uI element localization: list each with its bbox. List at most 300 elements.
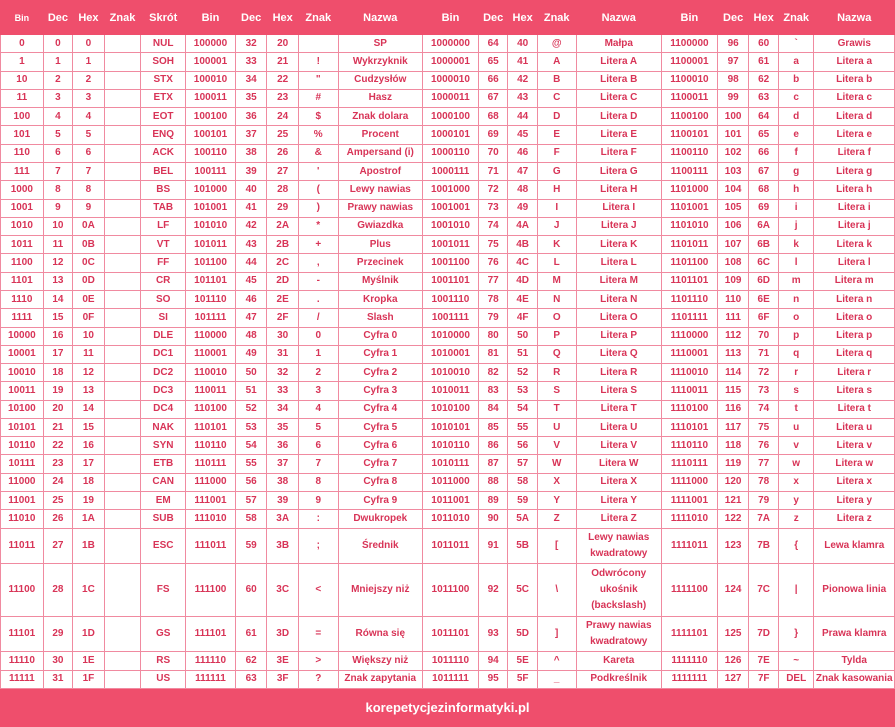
table-cell: 11110 [1, 652, 44, 670]
table-cell: 47 [508, 162, 537, 180]
table-cell: 118 [717, 437, 749, 455]
table-cell: ! [298, 53, 338, 71]
table-cell: 65 [478, 53, 507, 71]
table-cell: 17 [73, 455, 105, 473]
table-cell: Lewa klamra [814, 528, 895, 563]
table-cell: 4D [508, 272, 537, 290]
table-cell: 111110 [186, 652, 236, 670]
table-cell: 69 [749, 199, 778, 217]
table-cell: Litera v [814, 437, 895, 455]
table-cell: 6 [298, 437, 338, 455]
table-cell: VT [141, 236, 186, 254]
table-cell: 125 [717, 616, 749, 651]
table-cell: 1010011 [422, 382, 478, 400]
table-cell: 87 [478, 455, 507, 473]
table-cell: 66 [749, 144, 778, 162]
table-cell: 6D [749, 272, 778, 290]
table-cell: : [298, 510, 338, 528]
col-header-dec: Dec [43, 1, 72, 35]
table-cell [104, 345, 141, 363]
table-cell: 101110 [186, 290, 236, 308]
table-cell: 40 [508, 35, 537, 53]
table-cell: 1111 [1, 309, 44, 327]
table-cell: 73 [478, 199, 507, 217]
table-cell: 1100011 [661, 89, 717, 107]
table-cell: 111 [1, 162, 44, 180]
table-cell: 11 [1, 89, 44, 107]
table-cell: 30 [267, 327, 299, 345]
table-cell: 67 [749, 162, 778, 180]
table-cell: 105 [717, 199, 749, 217]
table-cell: 2C [267, 254, 299, 272]
table-cell: 3A [267, 510, 299, 528]
table-cell: 1 [1, 53, 44, 71]
table-cell: 1001 [1, 199, 44, 217]
table-cell: 1F [73, 670, 105, 688]
table-cell: SP [338, 35, 422, 53]
table-cell [104, 437, 141, 455]
table-cell: 1100100 [661, 108, 717, 126]
table-cell: 1110001 [661, 345, 717, 363]
table-cell: Litera z [814, 510, 895, 528]
table-cell: 0 [43, 35, 72, 53]
table-cell: 0B [73, 236, 105, 254]
table-cell: Tylda [814, 652, 895, 670]
table-cell: 36 [267, 437, 299, 455]
table-cell: ( [298, 181, 338, 199]
table-cell: 3F [267, 670, 299, 688]
table-cell: 7F [749, 670, 778, 688]
table-cell: 15 [73, 418, 105, 436]
table-cell: Cyfra 4 [338, 400, 422, 418]
table-cell: S [537, 382, 576, 400]
table-cell: Wykrzyknik [338, 53, 422, 71]
table-cell: 1111001 [661, 492, 717, 510]
table-cell: 4C [508, 254, 537, 272]
table-cell: 1111100 [661, 564, 717, 617]
table-cell: & [298, 144, 338, 162]
table-row [1, 254, 895, 272]
table-cell: 52 [235, 400, 267, 418]
table-cell: DC2 [141, 364, 186, 382]
table-cell: 50 [235, 364, 267, 382]
col-header-dec: Dec [717, 1, 749, 35]
table-cell: 29 [267, 199, 299, 217]
table-row [1, 199, 895, 217]
table-cell: FS [141, 564, 186, 617]
table-cell: T [537, 400, 576, 418]
table-row [1, 382, 895, 400]
table-cell: 90 [478, 510, 507, 528]
table-cell [104, 616, 141, 651]
table-cell: z [778, 510, 814, 528]
table-cell: x [778, 473, 814, 491]
table-cell: 78 [749, 473, 778, 491]
table-cell: 10010 [1, 364, 44, 382]
table-cell: Litera t [814, 400, 895, 418]
table-cell: Prawa klamra [814, 616, 895, 651]
table-cell: 1B [73, 528, 105, 563]
table-row [1, 236, 895, 254]
col-header-bin: Bin [422, 1, 478, 35]
table-cell: 10101 [1, 418, 44, 436]
table-cell: 18 [73, 473, 105, 491]
table-cell: 54 [235, 437, 267, 455]
col-header-hex: Hex [73, 1, 105, 35]
table-cell: 10100 [1, 400, 44, 418]
table-cell: 1100110 [661, 144, 717, 162]
table-cell: 123 [717, 528, 749, 563]
table-cell: X [537, 473, 576, 491]
table-cell: 70 [478, 144, 507, 162]
table-cell: 64 [749, 108, 778, 126]
table-cell: 4 [43, 108, 72, 126]
table-cell: \ [537, 564, 576, 617]
table-cell: Litera n [814, 290, 895, 308]
table-cell: 109 [717, 272, 749, 290]
table-cell: BS [141, 181, 186, 199]
table-cell: m [778, 272, 814, 290]
table-cell: 33 [267, 382, 299, 400]
table-cell: 13 [43, 272, 72, 290]
table-cell: 110000 [186, 327, 236, 345]
table-cell: 26 [267, 144, 299, 162]
table-cell: 49 [508, 199, 537, 217]
table-cell: 5C [508, 564, 537, 617]
col-header-hex: Hex [267, 1, 299, 35]
table-cell: 11100 [1, 564, 44, 617]
table-cell: 43 [508, 89, 537, 107]
table-cell: 104 [717, 181, 749, 199]
table-cell: Litera R [576, 364, 661, 382]
table-cell: 1010100 [422, 400, 478, 418]
table-cell: 11101 [1, 616, 44, 651]
table-cell: 81 [478, 345, 507, 363]
table-cell: y [778, 492, 814, 510]
table-cell: 1110 [1, 290, 44, 308]
table-cell: 1001001 [422, 199, 478, 217]
table-cell: 3 [43, 89, 72, 107]
table-cell: Litera F [576, 144, 661, 162]
table-cell: 1110011 [661, 382, 717, 400]
table-cell: 9 [43, 199, 72, 217]
table-cell: 1100010 [661, 71, 717, 89]
table-cell [298, 35, 338, 53]
table-cell: Równa się [338, 616, 422, 651]
table-cell: STX [141, 71, 186, 89]
table-cell: M [537, 272, 576, 290]
table-cell [104, 492, 141, 510]
table-cell: 108 [717, 254, 749, 272]
table-cell: P [537, 327, 576, 345]
table-cell: 41 [235, 199, 267, 217]
table-cell: 1111111 [661, 670, 717, 688]
table-cell: 43 [235, 236, 267, 254]
table-cell: 119 [717, 455, 749, 473]
table-cell: 101000 [186, 181, 236, 199]
table-cell: n [778, 290, 814, 308]
table-cell: Większy niż [338, 652, 422, 670]
table-cell: Litera e [814, 126, 895, 144]
table-cell: Hasz [338, 89, 422, 107]
table-cell: 20 [267, 35, 299, 53]
table-cell: 1001010 [422, 217, 478, 235]
table-cell: Cyfra 6 [338, 437, 422, 455]
table-cell: Cyfra 7 [338, 455, 422, 473]
table-cell: 100011 [186, 89, 236, 107]
table-cell: DC3 [141, 382, 186, 400]
table-cell [104, 528, 141, 563]
table-cell: Litera U [576, 418, 661, 436]
table-cell: Litera O [576, 309, 661, 327]
table-cell: R [537, 364, 576, 382]
table-cell: 10111 [1, 455, 44, 473]
table-cell: 1110110 [661, 437, 717, 455]
table-row [1, 418, 895, 436]
table-cell: 1101101 [661, 272, 717, 290]
table-cell: Litera a [814, 53, 895, 71]
table-cell: 78 [478, 290, 507, 308]
table-cell [104, 652, 141, 670]
table-cell: 76 [749, 437, 778, 455]
col-header-char: Znak [298, 1, 338, 35]
table-cell: 3 [73, 89, 105, 107]
table-cell: 11000 [1, 473, 44, 491]
table-cell: 127 [717, 670, 749, 688]
table-cell: 22 [267, 71, 299, 89]
table-cell: ` [778, 35, 814, 53]
table-cell: 1001011 [422, 236, 478, 254]
table-cell: 26 [43, 510, 72, 528]
table-cell: 13 [73, 382, 105, 400]
table-row [1, 652, 895, 670]
table-cell: 37 [267, 455, 299, 473]
table-row [1, 528, 895, 563]
table-cell: 96 [717, 35, 749, 53]
table-cell: 2B [267, 236, 299, 254]
table-cell: 79 [478, 309, 507, 327]
table-cell: 7A [749, 510, 778, 528]
table-cell: 59 [508, 492, 537, 510]
table-cell [104, 108, 141, 126]
table-cell: 101 [1, 126, 44, 144]
table-row [1, 564, 895, 617]
table-cell: > [298, 652, 338, 670]
table-cell: GS [141, 616, 186, 651]
table-cell: . [298, 290, 338, 308]
table-cell: Slash [338, 309, 422, 327]
table-cell: ] [537, 616, 576, 651]
table-cell: 60 [749, 35, 778, 53]
table-cell: 7B [749, 528, 778, 563]
table-cell: v [778, 437, 814, 455]
table-cell: US [141, 670, 186, 688]
col-header-abbrev: Skrót [141, 1, 186, 35]
table-cell: 1111010 [661, 510, 717, 528]
table-cell: 100111 [186, 162, 236, 180]
table-cell: 4F [508, 309, 537, 327]
table-cell: 1111000 [661, 473, 717, 491]
table-cell: 63 [235, 670, 267, 688]
table-cell: h [778, 181, 814, 199]
table-cell: 10 [43, 217, 72, 235]
table-cell: 111100 [186, 564, 236, 617]
table-cell: 1011011 [422, 528, 478, 563]
table-cell: 24 [267, 108, 299, 126]
table-cell: 45 [508, 126, 537, 144]
table-cell: 113 [717, 345, 749, 363]
table-cell: 111111 [186, 670, 236, 688]
table-cell: 11001 [1, 492, 44, 510]
table-row [1, 217, 895, 235]
table-cell: Plus [338, 236, 422, 254]
table-cell: 7E [749, 652, 778, 670]
table-cell: 1011 [1, 236, 44, 254]
table-cell: 23 [43, 455, 72, 473]
table-cell: Litera G [576, 162, 661, 180]
table-cell: Małpa [576, 35, 661, 53]
table-cell: Litera X [576, 473, 661, 491]
table-cell: 1 [43, 53, 72, 71]
table-cell: D [537, 108, 576, 126]
table-cell: = [298, 616, 338, 651]
table-cell: Prawy nawias kwadratowy [576, 616, 661, 651]
table-cell: 40 [235, 181, 267, 199]
table-cell: DC4 [141, 400, 186, 418]
table-cell: 6A [749, 217, 778, 235]
table-cell: 88 [478, 473, 507, 491]
table-cell: 1001111 [422, 309, 478, 327]
table-cell: 114 [717, 364, 749, 382]
table-cell: Litera H [576, 181, 661, 199]
table-cell: Litera u [814, 418, 895, 436]
table-cell: q [778, 345, 814, 363]
table-cell: 82 [478, 364, 507, 382]
table-cell: SOH [141, 53, 186, 71]
table-cell: 6 [43, 144, 72, 162]
table-cell: 100100 [186, 108, 236, 126]
table-cell: 76 [478, 254, 507, 272]
table-cell: 1111101 [661, 616, 717, 651]
table-cell: 44 [508, 108, 537, 126]
table-cell: Dwukropek [338, 510, 422, 528]
table-cell: 11 [43, 236, 72, 254]
table-cell: 10110 [1, 437, 44, 455]
table-cell: Litera g [814, 162, 895, 180]
table-cell: 23 [267, 89, 299, 107]
table-cell: 3E [267, 652, 299, 670]
table-cell: Cyfra 0 [338, 327, 422, 345]
table-cell: 47 [235, 309, 267, 327]
table-cell [104, 254, 141, 272]
table-cell: 14 [73, 400, 105, 418]
table-cell: Cyfra 3 [338, 382, 422, 400]
table-cell: 122 [717, 510, 749, 528]
table-cell: 1010111 [422, 455, 478, 473]
table-row [1, 327, 895, 345]
table-cell: 92 [478, 564, 507, 617]
table-cell: Litera o [814, 309, 895, 327]
table-cell: 41 [508, 53, 537, 71]
table-row [1, 71, 895, 89]
table-cell: 61 [749, 53, 778, 71]
table-cell: 5F [508, 670, 537, 688]
table-cell: _ [537, 670, 576, 688]
col-header-hex: Hex [749, 1, 778, 35]
table-cell: 97 [717, 53, 749, 71]
table-row [1, 670, 895, 688]
table-cell: 46 [235, 290, 267, 308]
table-cell: 110 [717, 290, 749, 308]
table-cell: 0C [73, 254, 105, 272]
table-cell: 42 [508, 71, 537, 89]
table-cell: G [537, 162, 576, 180]
table-cell: 1101100 [661, 254, 717, 272]
table-cell: " [298, 71, 338, 89]
table-cell: 9 [73, 199, 105, 217]
table-cell: 18 [43, 364, 72, 382]
table-row [1, 492, 895, 510]
table-cell: 5 [43, 126, 72, 144]
table-cell [104, 473, 141, 491]
table-cell: 0E [73, 290, 105, 308]
table-cell: 70 [749, 327, 778, 345]
table-cell: 46 [508, 144, 537, 162]
table-cell: 1101111 [661, 309, 717, 327]
table-cell: Litera W [576, 455, 661, 473]
table-cell: 64 [478, 35, 507, 53]
table-cell: 1011010 [422, 510, 478, 528]
table-cell: 83 [478, 382, 507, 400]
table-cell: 19 [43, 382, 72, 400]
table-cell: 54 [508, 400, 537, 418]
table-cell: 3B [267, 528, 299, 563]
table-cell: ENQ [141, 126, 186, 144]
table-cell: 72 [749, 364, 778, 382]
table-cell: Litera A [576, 53, 661, 71]
table-cell: 10001 [1, 345, 44, 363]
table-cell: 0 [73, 35, 105, 53]
table-cell: 1100000 [661, 35, 717, 53]
table-cell: 1110000 [661, 327, 717, 345]
table-cell: 0F [73, 309, 105, 327]
table-cell: SUB [141, 510, 186, 528]
table-cell: 56 [508, 437, 537, 455]
table-cell [104, 126, 141, 144]
table-cell: 1A [73, 510, 105, 528]
table-row [1, 473, 895, 491]
table-cell [104, 670, 141, 688]
table-cell: Podkreślnik [576, 670, 661, 688]
table-cell: 100101 [186, 126, 236, 144]
table-cell: 50 [508, 327, 537, 345]
table-cell: Litera y [814, 492, 895, 510]
table-cell: 1010110 [422, 437, 478, 455]
table-cell: 22 [43, 437, 72, 455]
table-cell: a [778, 53, 814, 71]
table-cell [104, 382, 141, 400]
table-cell: CR [141, 272, 186, 290]
table-cell: 1000000 [422, 35, 478, 53]
table-cell: 3C [267, 564, 299, 617]
table-cell: 1010000 [422, 327, 478, 345]
table-cell: 35 [235, 89, 267, 107]
table-cell: [ [537, 528, 576, 563]
col-header-char: Znak [778, 1, 814, 35]
table-cell: U [537, 418, 576, 436]
table-cell: 1011100 [422, 564, 478, 617]
table-cell: 72 [478, 181, 507, 199]
